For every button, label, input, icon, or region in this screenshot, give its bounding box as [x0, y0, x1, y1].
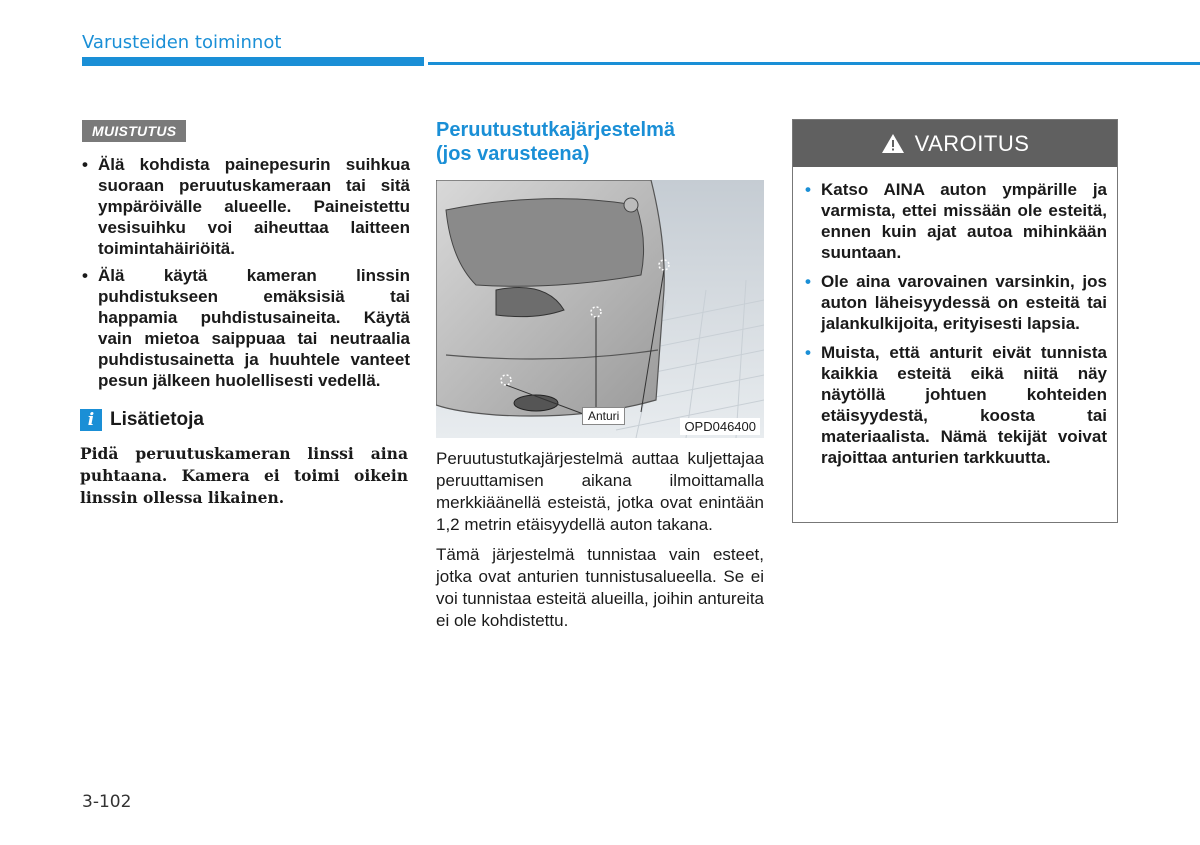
- warning-header: [793, 120, 1117, 167]
- info-heading: [80, 409, 410, 431]
- figure-code: OPD046400: [680, 418, 760, 435]
- chapter-title: Varusteiden toiminnot: [82, 32, 282, 53]
- header-rule: [428, 62, 1200, 65]
- notice-column: [80, 120, 410, 509]
- warning-title: VAROITUS: [914, 130, 1030, 156]
- notice-badge: MUISTUTUS: [82, 120, 186, 142]
- warning-list: [793, 179, 1117, 468]
- header-bar: [82, 57, 424, 66]
- warning-item: • Ole aina varovainen varsinkin, jos auton läheisyydessä on esteitä tai jalankulkijoita, erityisesti lapsia.: [805, 272, 1107, 333]
- warning-box: [792, 119, 1118, 523]
- notice-list: [80, 154, 410, 391]
- body-paragraph: Peruutustutkajärjestelmä auttaa kuljettajaa peruuttamisen aikana ilmoittamalla merkkiäänellä esteistä, jotka ovat enintään 1,2 metrin etäisyydellä auton takana.: [436, 449, 764, 534]
- page-number: 3-102: [82, 792, 132, 812]
- info-icon: i: [80, 409, 102, 431]
- rear-bumper-illustration: [436, 180, 764, 438]
- warning-item: • Katso AINA auton ympärille ja varmista, ettei missään ole esteitä, ennen kuin ajat autoa mihinkään suuntaan.: [805, 180, 1107, 262]
- section-title: Peruutustutkajärjestelmä (jos varusteena): [436, 119, 675, 165]
- info-text: Pidä peruutuskameran linssi aina puhtaana. Kamera ei toimi oikein linssin ollessa likainen.: [80, 444, 408, 507]
- notice-item: • Älä kohdista painepesurin suihkua suoraan peruutuskameraan tai sitä ympäröivälle alueelle. Paineistettu vesisuihku voi aiheuttaa laitteen toimintahäiriöitä.: [82, 155, 410, 258]
- car-rear-drawing: [436, 180, 764, 438]
- warning-triangle-icon: [881, 133, 905, 154]
- body-paragraph: Tämä järjestelmä tunnistaa vain esteet, jotka ovat anturien tunnistusalueella. Se ei voi tunnistaa esteitä alueilla, joihin antureita ei ole kohdistettu.: [436, 545, 764, 630]
- notice-item: • Älä käytä kameran linssin puhdistukseen emäksisiä tai happamia puhdistusaineita. Käytä vain mietoa saippuaa tai neutraalia puhdistusainetta ja huuhtele vanteet pesun jälkeen huolellisesti vedellä.: [82, 266, 410, 390]
- parking-sensor-section: [436, 118, 764, 632]
- sensor-callout: Anturi: [582, 407, 625, 425]
- info-title: Lisätietoja: [110, 409, 204, 430]
- warning-item: • Muista, että anturit eivät tunnista kaikkia esteitä eikä niitä näy näytöllä johtuen kohteiden etäisyydestä, koosta tai materiaalista. Nämä tekijät voivat rajoittaa anturien tarkkuutta.: [805, 343, 1107, 467]
